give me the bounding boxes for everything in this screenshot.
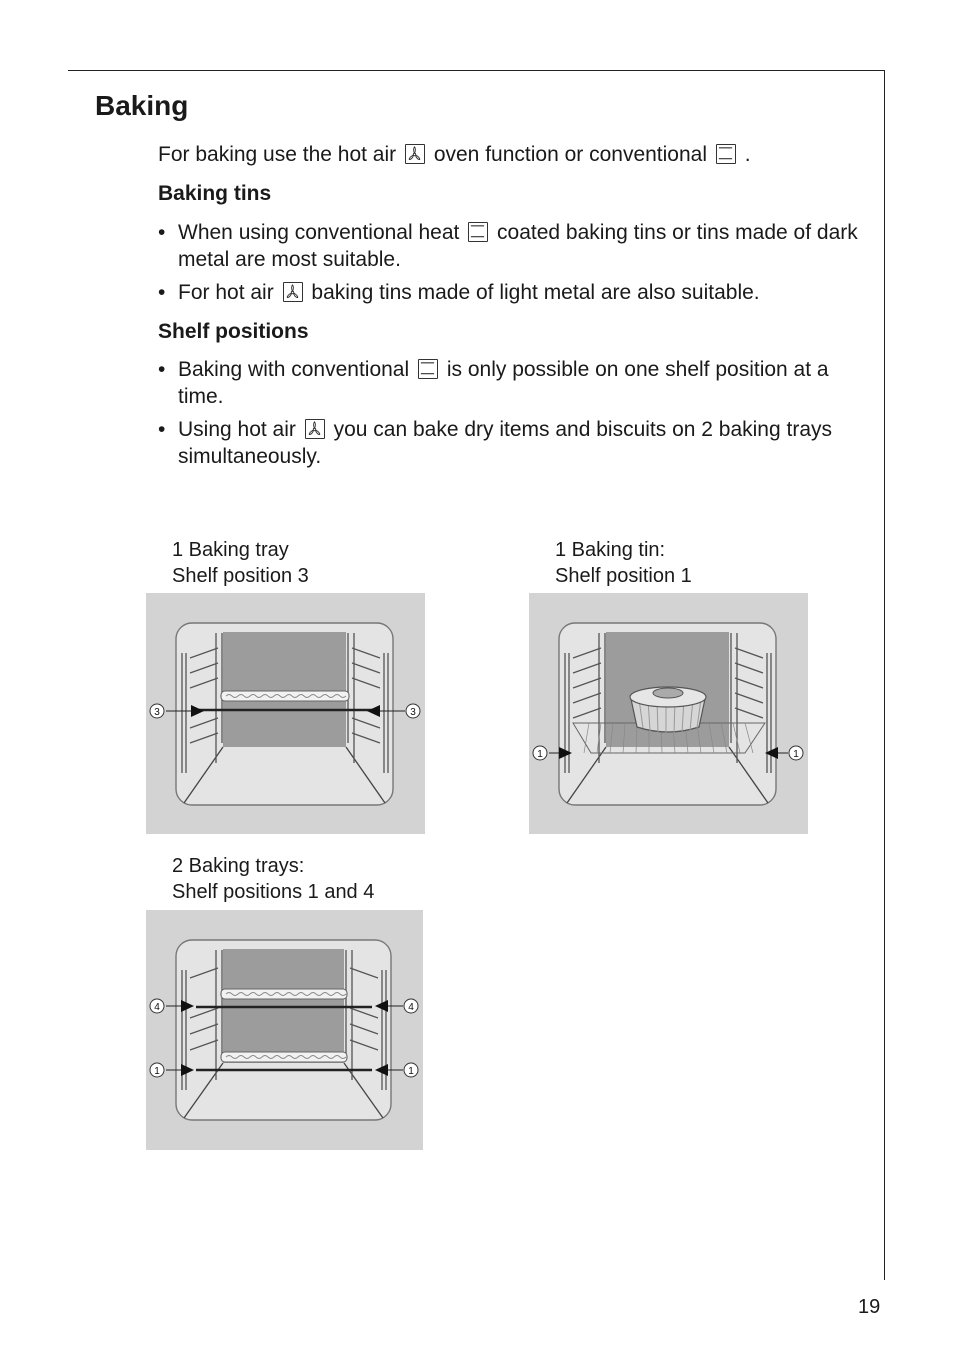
shelf-marker-right: 1 xyxy=(793,749,799,760)
bullet-text-before: Baking with conventional xyxy=(178,358,410,381)
bullet-text-before: When using conventional heat xyxy=(178,221,460,244)
bullet-dot: • xyxy=(158,418,166,441)
bullet-dot: • xyxy=(158,221,166,244)
figure-caption-line-1: 2 Baking trays: xyxy=(172,855,305,877)
fan-icon xyxy=(305,419,325,439)
figure-caption-1 xyxy=(172,537,309,589)
intro-paragraph xyxy=(158,141,858,168)
bullet-text-before: Using hot air xyxy=(178,418,296,441)
bullet-conventional-shelf xyxy=(158,356,858,410)
shelf-marker-upper-left: 4 xyxy=(154,1002,160,1013)
page-title: Baking xyxy=(95,90,189,121)
top-rule xyxy=(68,70,885,71)
oven-diagram-two-trays xyxy=(146,910,423,1150)
top-bottom-heat-icon xyxy=(468,222,488,242)
figure-caption-line-2: Shelf position 1 xyxy=(555,565,692,587)
bullet-text-after: you can bake dry items and biscuits on 2 baking trays simultaneously. xyxy=(178,418,833,468)
figure-caption-line-1: 1 Baking tin: xyxy=(555,539,666,561)
intro-text-3: . xyxy=(744,143,751,166)
bullet-text-after: is only possible on one shelf position at a time. xyxy=(178,358,829,408)
shelf-marker-left: 1 xyxy=(537,749,543,760)
shelf-marker-lower-left: 1 xyxy=(154,1066,160,1077)
bullet-hot-air-shelf xyxy=(158,416,858,470)
figure-caption-3 xyxy=(172,853,374,905)
shelf-marker-left: 3 xyxy=(154,707,160,718)
bullet-text-before: For hot air xyxy=(178,281,274,304)
intro-text-2: oven function or conventional xyxy=(433,143,708,166)
shelf-marker-lower-right: 1 xyxy=(408,1066,414,1077)
top-bottom-heat-icon xyxy=(418,359,438,379)
oven-diagram-single-tray xyxy=(146,593,425,834)
figure-caption-line-2: Shelf position 3 xyxy=(172,565,309,587)
section-heading-baking-tins: Baking tins xyxy=(158,182,272,205)
fan-icon xyxy=(283,282,303,302)
bullet-hot-air-tins xyxy=(158,279,858,306)
right-rule xyxy=(884,70,885,1280)
oven-diagram-baking-tin xyxy=(529,593,808,834)
shelf-marker-right: 3 xyxy=(410,707,416,718)
bullet-text-after: baking tins made of light metal are also suitable. xyxy=(311,281,760,304)
bullet-conventional-tins xyxy=(158,219,858,273)
figure-caption-line-1: 1 Baking tray xyxy=(172,539,289,561)
page-number: 19 xyxy=(858,1296,881,1318)
bullet-text-after: coated baking tins or tins made of dark metal are most suitable. xyxy=(178,221,858,271)
fan-icon xyxy=(405,144,425,164)
top-bottom-heat-icon xyxy=(716,144,736,164)
bullet-dot: • xyxy=(158,281,166,304)
figure-caption-line-2: Shelf positions 1 and 4 xyxy=(172,881,375,903)
bullet-dot: • xyxy=(158,358,166,381)
figure-caption-2 xyxy=(555,537,692,589)
shelf-marker-upper-right: 4 xyxy=(408,1002,414,1013)
section-heading-shelf-positions: Shelf positions xyxy=(158,320,309,343)
intro-text-1: For baking use the hot air xyxy=(158,143,397,166)
